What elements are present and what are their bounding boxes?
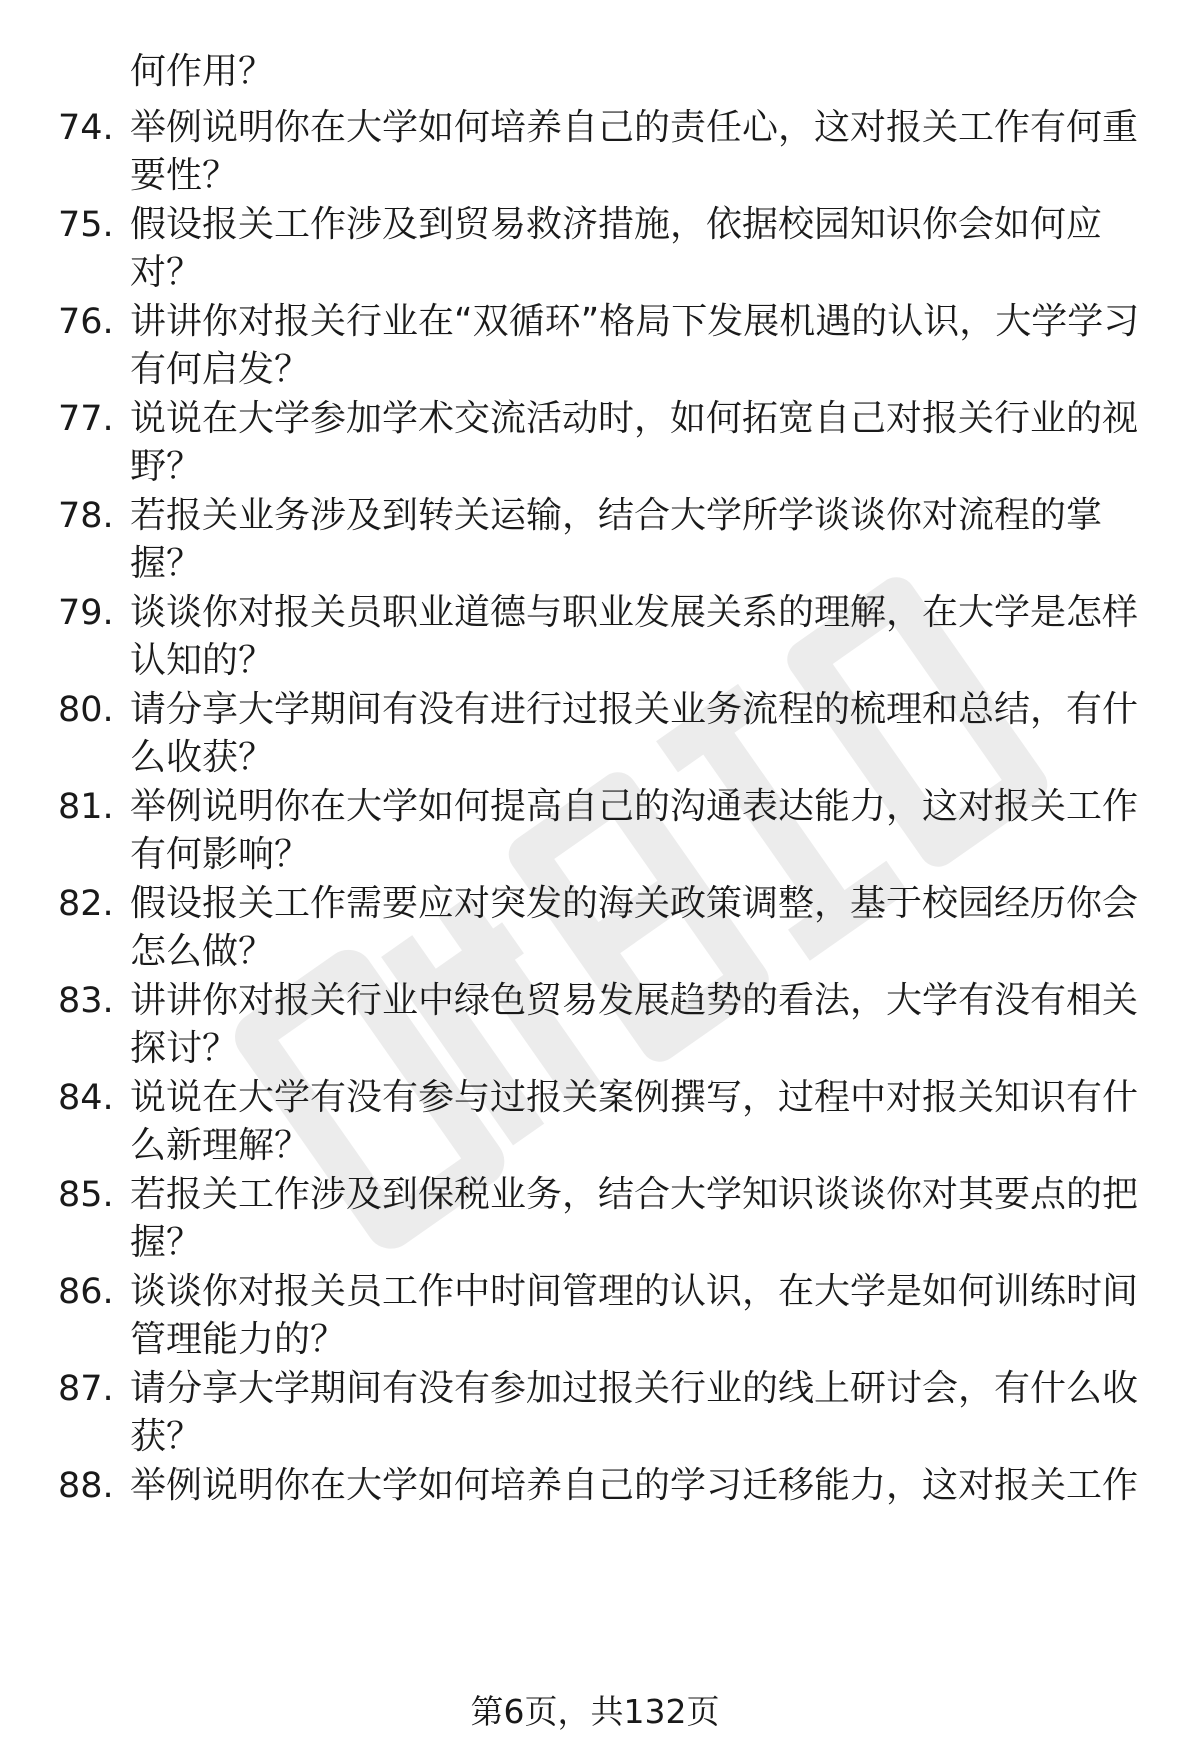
question-number: 77. [58, 399, 114, 439]
question-number: 80. [58, 690, 114, 730]
question-item [0, 201, 1190, 297]
question-text: 假设报关工作需要应对突发的海关政策调整，基于校园经历你会 怎么做？ [130, 883, 1139, 972]
question-number: 87. [58, 1369, 114, 1409]
question-text: 举例说明你在大学如何培养自己的责任心，这对报关工作有何重 要性？ [130, 107, 1139, 196]
question-text: 若报关工作涉及到保税业务，结合大学知识谈谈你对其要点的把 握？ [130, 1174, 1139, 1263]
question-text: 说说在大学参加学术交流活动时，如何拓宽自己对报关行业的视 野？ [130, 398, 1139, 487]
question-text: 谈谈你对报关员工作中时间管理的认识，在大学是如何训练时间 管理能力的？ [130, 1271, 1139, 1360]
question-number: 82. [58, 884, 114, 924]
question-number: 79. [58, 593, 114, 633]
question-item [0, 298, 1190, 394]
question-item [0, 104, 1190, 200]
question-number: 85. [58, 1175, 114, 1215]
question-text: 举例说明你在大学如何培养自己的学习迁移能力，这对报关工作 [130, 1465, 1139, 1506]
question-item [0, 1462, 1190, 1510]
question-item [0, 589, 1190, 685]
question-text: 请分享大学期间有没有进行过报关业务流程的梳理和总结，有什 么收获？ [130, 689, 1139, 778]
question-item [0, 492, 1190, 588]
question-item [0, 686, 1190, 782]
question-text: 谈谈你对报关员职业道德与职业发展关系的理解，在大学是怎样 认知的？ [130, 592, 1139, 681]
question-item [0, 977, 1190, 1073]
question-number: 81. [58, 787, 114, 827]
question-text: 讲讲你对报关行业中绿色贸易发展趋势的看法，大学有没有相关 探讨？ [130, 980, 1139, 1069]
question-number: 75. [58, 205, 114, 245]
question-item [0, 783, 1190, 879]
question-item [0, 395, 1190, 491]
question-item [0, 1074, 1190, 1170]
page-number-footer: 第6页，共132页 [470, 1692, 720, 1731]
question-text: 请分享大学期间有没有参加过报关行业的线上研讨会，有什么收 获？ [130, 1368, 1139, 1457]
question-number: 83. [58, 981, 114, 1021]
question-text: 说说在大学有没有参与过报关案例撰写，过程中对报关知识有什 么新理解？ [130, 1077, 1139, 1166]
question-item [0, 1365, 1190, 1461]
question-item [0, 880, 1190, 976]
question-number: 84. [58, 1078, 114, 1118]
question-text: 假设报关工作涉及到贸易救济措施，依据校园知识你会如何应 对？ [130, 204, 1103, 293]
question-number: 78. [58, 496, 114, 536]
question-text: 举例说明你在大学如何提高自己的沟通表达能力，这对报关工作 有何影响？ [130, 786, 1139, 875]
question-number: 86. [58, 1272, 114, 1312]
question-item [0, 1268, 1190, 1364]
question-text: 讲讲你对报关行业在“双循环”格局下发展机遇的认识，大学学习 有何启发？ [130, 301, 1140, 390]
continued-question-text: 何作用？ [130, 51, 275, 92]
question-number: 76. [58, 302, 114, 342]
question-item [0, 1171, 1190, 1267]
question-text: 若报关业务涉及到转关运输，结合大学所学谈谈你对流程的掌 握？ [130, 495, 1103, 584]
question-number: 88. [58, 1466, 114, 1506]
question-number: 74. [58, 108, 114, 148]
